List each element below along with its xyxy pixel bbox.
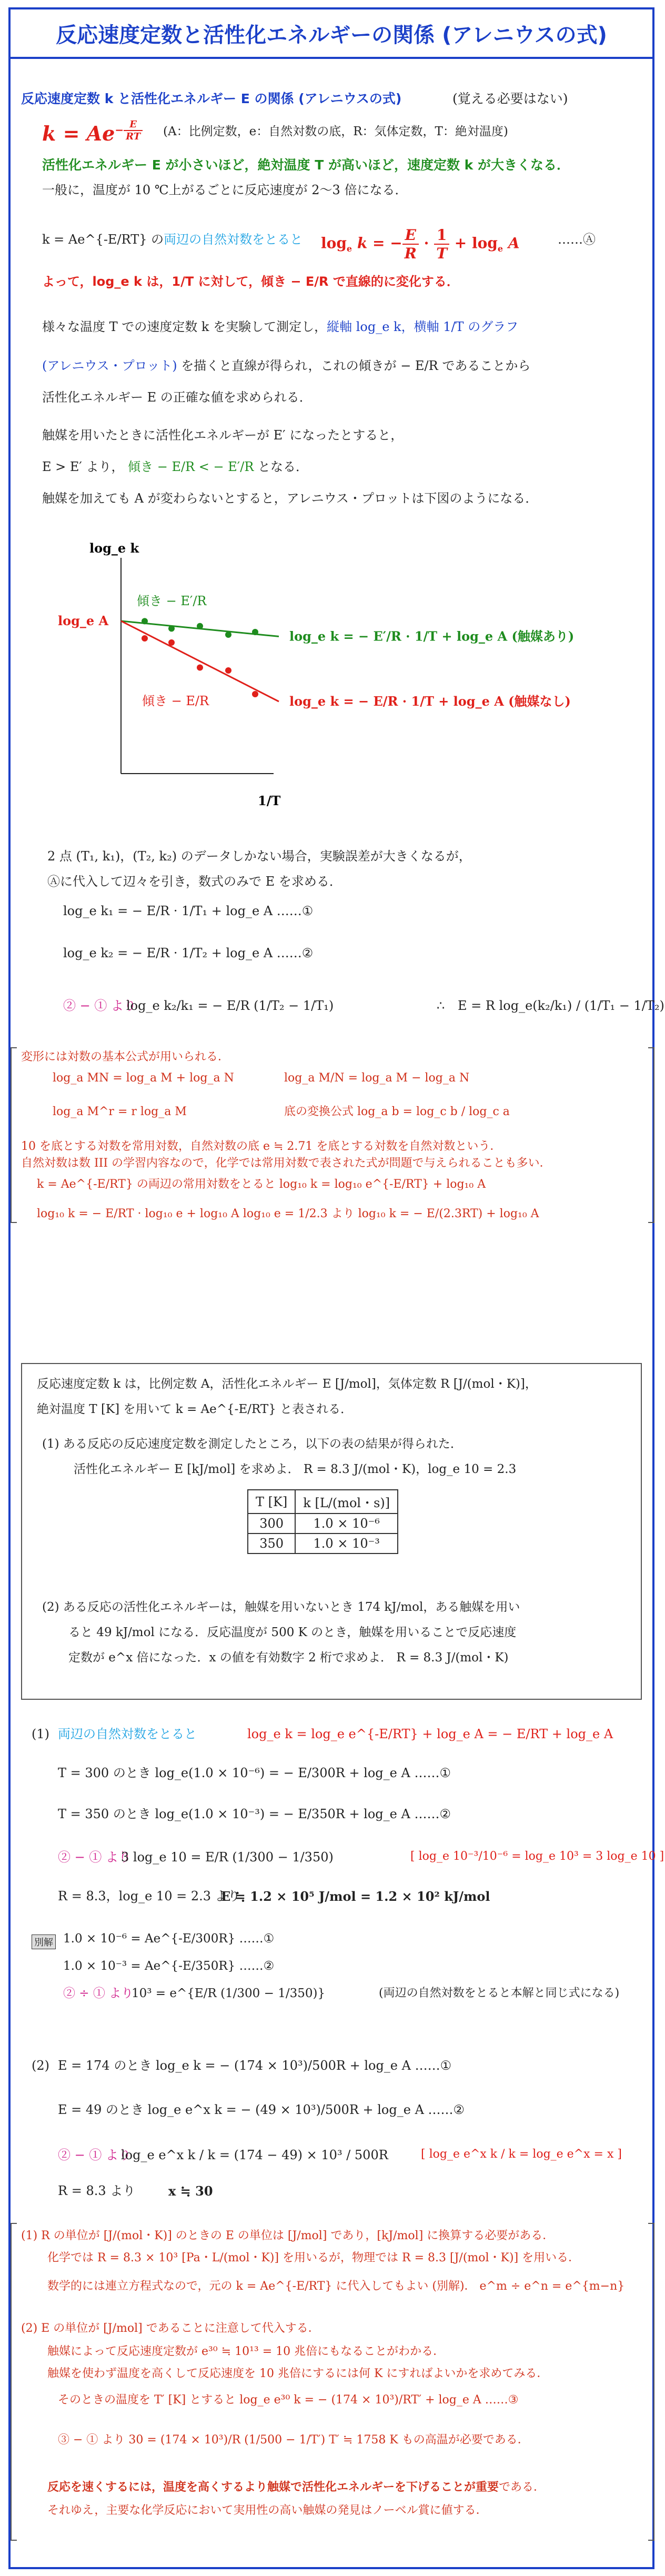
intercept-label: log_e A bbox=[58, 613, 109, 628]
notes2-bracket-left bbox=[11, 2223, 17, 2541]
notes-l5: 自然対数は数 III の学習内容なので，化学では常用対数で表された式が問題で与えられることも多い． bbox=[21, 1157, 551, 1170]
notes-l3b: 底の変換公式 log_a b = log_c b / log_c a bbox=[284, 1105, 510, 1118]
data-point bbox=[197, 623, 203, 629]
sol1-answer: E ≒ 1.2 × 10⁵ J/mol = 1.2 × 10² kJ/mol bbox=[221, 1889, 490, 1904]
therefore-sign: ∴ bbox=[437, 998, 445, 1013]
sol1-r3-label: ② − ① より bbox=[58, 1850, 131, 1865]
para1-line1 bbox=[42, 319, 518, 335]
para2-b: E > E′ より， bbox=[42, 459, 124, 474]
sol2-label: (2) bbox=[32, 2058, 49, 2073]
problem-intro1: 反応速度定数 k は，比例定数 A，活性化エネルギー E [J/mol]，気体定数 R [J/(mol・K)]， bbox=[37, 1377, 537, 1391]
two-point-p2: Ⓐに代入して辺々を引き，数式のみで E を求める． bbox=[47, 874, 342, 889]
data-point bbox=[197, 665, 203, 671]
para1-e: 活性化エネルギー E の正確な値を求められる． bbox=[42, 390, 312, 405]
table-header: k [L/(mol・s)] bbox=[295, 1490, 398, 1513]
sol2-r1: E = 174 のとき log_e k = − (174 × 10³)/500R + log_e A ……① bbox=[58, 2058, 452, 2073]
problem-q1b: 活性化エネルギー E [kJ/mol] を求めよ． R = 8.3 J/(mol・K)，log_e 10 = 2.3 bbox=[74, 1462, 517, 1476]
notes2-n1: (1) R の単位が [J/(mol・K)] のときの E の単位は [J/mol] であり，[kJ/mol] に換算する必要がある． bbox=[21, 2229, 555, 2242]
para1-c: (アレニウス・プロット) bbox=[42, 358, 177, 373]
sol1-r1: T = 300 のとき log_e(1.0 × 10⁻⁶) = − E/300R + log_e A ……① bbox=[58, 1766, 451, 1780]
arrhenius-formula: $k = Ae^{- \frac{E}{RT}}$ bbox=[42, 119, 143, 145]
page-title: 反応速度定数と活性化エネルギーの関係 (アレニウスの式) bbox=[56, 23, 607, 47]
sol1-sky: 両辺の自然対数をとると bbox=[58, 1727, 197, 1741]
series-label: log_e k = − E′/R · 1/T + log_e A (触媒あり) bbox=[289, 628, 575, 644]
notes-l6: k = Ae^{-E/RT} の両辺の常用対数をとると log₁₀ k = log₁₀ e^{-E/RT} + log₁₀ A bbox=[37, 1178, 486, 1191]
alt-tag-label: 別解 bbox=[32, 1934, 56, 1949]
alt-tag bbox=[32, 1934, 56, 1949]
table-row bbox=[248, 1513, 398, 1533]
log-eq-tag: ……Ⓐ bbox=[558, 232, 596, 247]
data-table bbox=[247, 1489, 398, 1554]
y-axis-label: log_e k bbox=[89, 540, 139, 556]
two-point-eq2: log_e k₂ = − E/R · 1/T₂ + log_e A ……② bbox=[63, 946, 314, 960]
table-cell: 1.0 × 10⁻³ bbox=[295, 1533, 398, 1553]
data-point bbox=[142, 618, 148, 624]
table-cell: 1.0 × 10⁻⁶ bbox=[295, 1513, 398, 1533]
arrhenius-plot bbox=[42, 526, 631, 842]
table-cell: 350 bbox=[248, 1533, 295, 1553]
notes2-n4: (2) E の単位が [J/mol] であることに注意して代入する． bbox=[21, 2322, 320, 2335]
problem-q2c: 定数が e^x 倍になった．x の値を有効数字 2 桁で求めよ． R = 8.3 J/(mol・K) bbox=[68, 1651, 509, 1665]
para2-d: となる． bbox=[258, 459, 309, 474]
alt-a3-label: ② ÷ ① より bbox=[63, 1987, 134, 2000]
notes2-n9 bbox=[47, 2480, 545, 2495]
notes-l1: 変形には対数の基本公式が用いられる． bbox=[21, 1050, 230, 1064]
notes2-n10: それゆえ，主要な化学反応において実用性の高い触媒の発見はノーベル賞に値する． bbox=[47, 2504, 488, 2517]
para2-c: 傾き − E/R < − E′/R bbox=[128, 459, 254, 474]
notes2-n6: 触媒を使わず温度を高くして反応速度を 10 兆倍にするには何 K にすればよいかを求めてみる． bbox=[47, 2367, 549, 2380]
data-point bbox=[225, 632, 231, 638]
log-line2: よって，log_e k は，1/T に対して，傾き − E/R で直線的に変化する． bbox=[42, 274, 459, 289]
notes2-n7: そのときの温度を T′ [K] とすると log_e e³⁰ k = − (174 × 10³)/RT′ + log_e A ……③ bbox=[58, 2393, 519, 2407]
notes-bracket-left bbox=[11, 1047, 17, 1223]
problem-q2b: ると 49 kJ/mol になる．反応温度が 500 K のとき，触媒を用いることで反応速度 bbox=[68, 1626, 517, 1639]
title-box bbox=[8, 7, 654, 59]
sol1-red: log_e k = log_e e^{-E/RT} + log_e A = − E/RT + log_e A bbox=[247, 1727, 613, 1741]
notes2-n5: 触媒によって反応速度定数が e³⁰ ≒ 10¹³ = 10 兆倍にもなることがわかる． bbox=[47, 2345, 445, 2358]
green-statement: 活性化エネルギー E が小さいほど，絶対温度 T が高いほど，速度定数 k が大きくなる． bbox=[42, 157, 570, 173]
log-line1-sky: 両辺の自然対数をとると bbox=[164, 232, 303, 247]
problem-q2a: (2) ある反応の活性化エネルギーは，触媒を用いないとき 174 kJ/mol，ある触媒を用い bbox=[42, 1600, 520, 1614]
notes2-bracket-right bbox=[648, 2223, 654, 2541]
log-line1 bbox=[42, 232, 303, 248]
data-point bbox=[225, 667, 231, 674]
notes2-n3: 数学的には連立方程式なので，元の k = Ae^{-E/RT} に代入してもよい (別解)． e^m ÷ e^n = e^{m−n} bbox=[47, 2280, 625, 2293]
notes2-n9-bold: 反応を速くするには，温度を高くするより触媒で活性化エネルギーを下げることが重要 bbox=[47, 2480, 499, 2494]
sol1-r4: R = 8.3，log_e 10 = 2.3 より bbox=[58, 1889, 240, 1903]
notes-l2a: log_a MN = log_a M + log_a N bbox=[53, 1071, 234, 1085]
slope-label: 傾き − E/R bbox=[142, 694, 209, 708]
alt-a2: 1.0 × 10⁻³ = Ae^{-E/350R} ……② bbox=[63, 1959, 275, 1973]
general-rule: 一般に，温度が 10 ℃上がるごとに反応速度が 2～3 倍になる． bbox=[42, 183, 408, 197]
sol2-r3: log_e e^x k / k = (174 − 49) × 10³ / 500R bbox=[121, 2148, 388, 2162]
data-point bbox=[168, 625, 175, 632]
para2-a: 触媒を用いたときに活性化エネルギーが E′ になったとすると， bbox=[42, 428, 404, 443]
two-point-p1: 2 点 (T₁, k₁)，(T₂, k₂) のデータしかない場合，実験誤差が大きくなるが， bbox=[47, 849, 471, 864]
para1-a: 様々な温度 T での速度定数 k を実験して測定し， bbox=[42, 319, 327, 334]
intro-heading-note: (覚える必要はない) bbox=[452, 91, 568, 106]
data-point bbox=[168, 639, 175, 646]
sol2-answer: x ≒ 30 bbox=[168, 2183, 213, 2199]
log-equation: $\log_e k$ = − $\frac{E}{R}$ · $\frac{1}{T}$ + $\log_e A$ bbox=[321, 226, 520, 262]
intro-heading: 反応速度定数 k と活性化エネルギー E の関係 (アレニウスの式) bbox=[21, 91, 402, 106]
alt-a3-note: (両辺の自然対数をとると本解と同じ式になる) bbox=[379, 1987, 620, 2000]
sol2-r3-label: ② − ① より bbox=[58, 2148, 131, 2162]
two-point-eq3: log_e k₂/k₁ = − E/R (1/T₂ − 1/T₁) bbox=[126, 998, 334, 1013]
two-point-eq1: log_e k₁ = − E/R · 1/T₁ + log_e A ……① bbox=[63, 904, 314, 918]
para1-b: 縦軸 log_e k，横軸 1/T のグラフ bbox=[327, 319, 519, 334]
table-row bbox=[248, 1533, 398, 1553]
problem-intro2: 絶対温度 T [K] を用いて k = Ae^{-E/RT} と表される． bbox=[37, 1402, 353, 1416]
sol1-r3: 3 log_e 10 = E/R (1/300 − 1/350) bbox=[121, 1850, 334, 1865]
table-cell: 300 bbox=[248, 1513, 295, 1533]
notes-l4: 10 を底とする対数を常用対数，自然対数の底 e ≒ 2.71 を底とする対数を自然対数という． bbox=[21, 1140, 502, 1153]
notes2-n9-tail: である． bbox=[499, 2481, 546, 2494]
table-header: T [K] bbox=[248, 1490, 295, 1513]
slope-label: 傾き − E′/R bbox=[137, 594, 207, 608]
table-header-row bbox=[248, 1490, 398, 1513]
notes-l7: log₁₀ k = − E/RT · log₁₀ e + log₁₀ A log₁₀ e = 1/2.3 より log₁₀ k = − E/(2.3RT) + log₁₀ A bbox=[37, 1207, 539, 1220]
alt-a1: 1.0 × 10⁻⁶ = Ae^{-E/300R} ……① bbox=[63, 1932, 275, 1946]
x-axis-label: 1/T bbox=[258, 793, 281, 808]
para2-e: 触媒を加えても A が変わらないとすると，アレニウス・プロットは下図のようになる． bbox=[42, 491, 538, 506]
two-point-eq3-label: ② − ① より bbox=[63, 998, 136, 1013]
para1-d: を描くと直線が得られ，これの傾きが − E/R であることから bbox=[181, 358, 531, 373]
sol1-r2: T = 350 のとき log_e(1.0 × 10⁻³) = − E/350R + log_e A ……② bbox=[58, 1807, 451, 1821]
notes2-n2: 化学では R = 8.3 × 10³ [Pa・L/(mol・K)] を用いるが，物理では R = 8.3 [J/(mol・K)] を用いる． bbox=[47, 2251, 580, 2264]
formula-vars: (A：比例定数，e：自然対数の底，R：気体定数，T：絶対温度) bbox=[163, 125, 508, 138]
sol1-r3-note: [ log_e 10⁻³/10⁻⁶ = log_e 10³ = 3 log_e 10 ] bbox=[410, 1850, 664, 1863]
sol2-r2: E = 49 のとき log_e e^x k = − (49 × 10³)/500R + log_e A ……② bbox=[58, 2102, 465, 2117]
para1-line2 bbox=[42, 358, 530, 374]
log-line1-pre: k = Ae^{-E/RT} の bbox=[42, 232, 164, 247]
notes-l3a: log_a M^r = r log_a M bbox=[53, 1105, 187, 1118]
notes-bracket-right bbox=[648, 1047, 654, 1223]
data-point bbox=[252, 629, 258, 635]
problem-q1a: (1) ある反応の反応速度定数を測定したところ，以下の表の結果が得られた． bbox=[42, 1437, 462, 1451]
notes-l2b: log_a M/N = log_a M − log_a N bbox=[284, 1071, 470, 1085]
series-label: log_e k = − E/R · 1/T + log_e A (触媒なし) bbox=[289, 694, 571, 709]
alt-a3: 10³ = e^{E/R (1/300 − 1/350)} bbox=[132, 1987, 326, 2000]
data-point bbox=[252, 691, 258, 697]
sol2-r4: R = 8.3 より bbox=[58, 2183, 136, 2198]
notes2-n8: ③ − ① より 30 = (174 × 10³)/R (1/500 − 1/T′) T′ ≒ 1758 K もの高温が必要である． bbox=[58, 2433, 529, 2447]
data-point bbox=[142, 635, 148, 642]
two-point-result: E = R log_e(k₂/k₁) / (1/T₁ − 1/T₂) bbox=[458, 998, 664, 1013]
para2-line2 bbox=[42, 459, 308, 475]
sol2-r3-note: [ log_e e^x k / k = log_e e^x = x ] bbox=[421, 2148, 622, 2161]
sol1-label: (1) bbox=[32, 1727, 49, 1741]
